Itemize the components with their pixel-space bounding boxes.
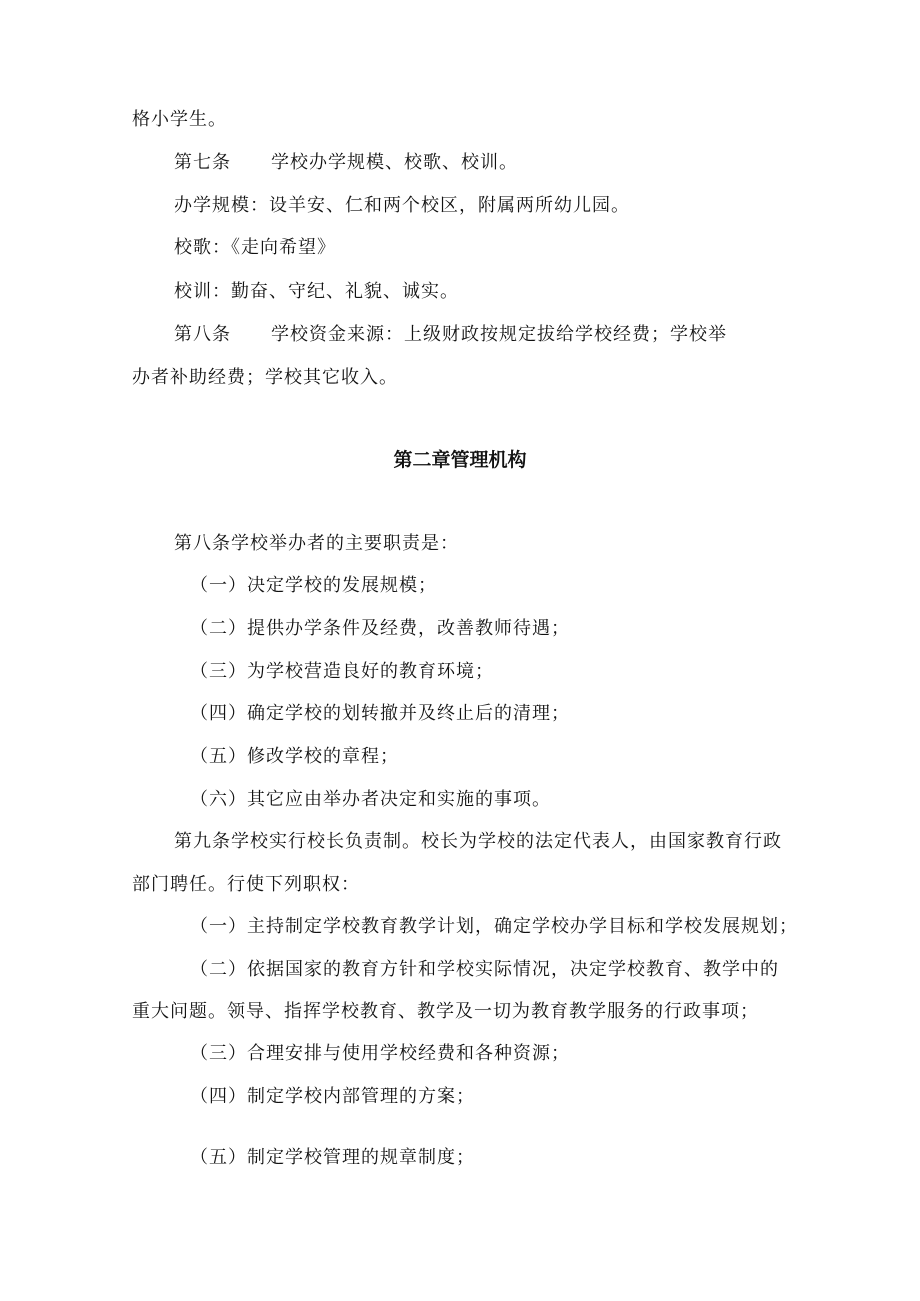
text-line: 办学规模：设羊安、仁和两个校区，附属两所幼儿园。 bbox=[174, 195, 630, 216]
text-line: 第九条学校实行校长负责制。校长为学校的法定代表人，由国家教育行政 bbox=[174, 831, 782, 852]
article-text: 学校资金来源：上级财政按规定拔给学校经费；学校举 bbox=[271, 324, 727, 345]
article-8-line bbox=[174, 323, 727, 347]
list-item: （三）合理安排与使用学校经费和各种资源； bbox=[190, 1043, 570, 1064]
text-line: 校训：勤奋、守纪、礼貌、诚实。 bbox=[174, 281, 459, 302]
article-number: 第七条 bbox=[174, 152, 231, 173]
chapter-heading: 第二章管理机构 bbox=[393, 449, 527, 471]
text-line: 部门聘任。行使下列职权： bbox=[132, 874, 360, 895]
article-text: 学校办学规模、校歌、校训。 bbox=[271, 152, 518, 173]
list-item: （二）提供办学条件及经费，改善教师待遇； bbox=[190, 618, 570, 639]
text-line: 第八条学校举办者的主要职责是： bbox=[174, 533, 459, 554]
list-item: （四）确定学校的划转撤并及终止后的清理； bbox=[190, 703, 570, 724]
list-item: （五）修改学校的章程； bbox=[190, 746, 399, 767]
list-item: （五）制定学校管理的规章制度； bbox=[190, 1147, 475, 1168]
list-item: （二）依据国家的教育方针和学校实际情况，决定学校教育、教学中的 bbox=[190, 959, 779, 980]
text-line: 重大问题。领导、指挥学校教育、教学及一切为教育教学服务的行政事项； bbox=[132, 1001, 759, 1022]
text-line: 格小学生。 bbox=[132, 109, 227, 130]
list-item: （四）制定学校内部管理的方案； bbox=[190, 1086, 475, 1107]
list-item: （一）主持制定学校教育教学计划，确定学校办学目标和学校发展规划； bbox=[190, 916, 798, 937]
list-item: （六）其它应由举办者决定和实施的事项。 bbox=[190, 789, 551, 810]
article-number: 第八条 bbox=[174, 324, 231, 345]
list-item: （一）决定学校的发展规模； bbox=[190, 575, 437, 596]
text-line: 办者补助经费；学校其它收入。 bbox=[132, 367, 398, 388]
article-7-line bbox=[174, 151, 518, 175]
text-line: 校歌：《走向希望》 bbox=[174, 237, 336, 258]
list-item: （三）为学校营造良好的教育环境； bbox=[190, 661, 494, 682]
